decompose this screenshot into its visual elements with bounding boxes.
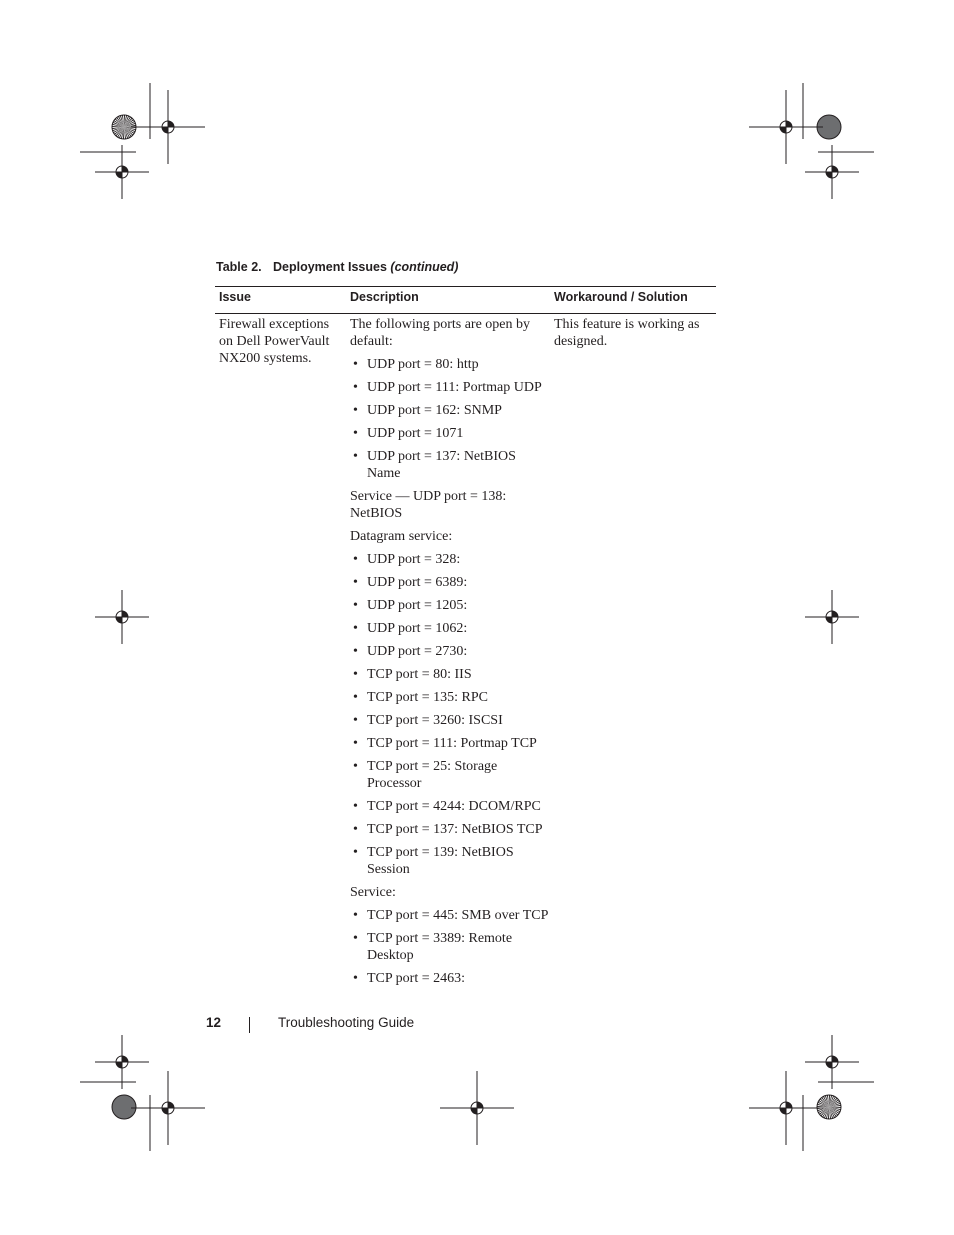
page-number: 12 [206,1015,222,1030]
bullet-icon: • [353,713,358,728]
port-list-item [350,356,550,373]
port-list-item [350,425,550,442]
port-list-item [350,735,550,752]
footer-separator [249,1017,250,1033]
bullet-icon: • [353,667,358,682]
bullet-icon: • [353,426,358,441]
table-number: Table 2. [216,260,262,274]
port-list-item-text: UDP port = 162: SNMP [367,403,502,418]
port-list-item-text: UDP port = 1205: [367,598,468,613]
registration-target-icon [805,145,859,199]
gray-disc-icon [112,1095,136,1119]
table-title: Deployment Issues [273,260,387,274]
registration-target-icon [749,90,823,164]
port-list-item-text: TCP port = 3260: ISCSI [367,713,503,728]
table-continued-label: (continued) [390,260,459,274]
port-list-item-text: TCP port = 4244: DCOM/RPC [367,799,541,814]
table-header-row [215,287,716,313]
deployment-issues-table [215,286,716,994]
workaround-cell: This feature is working as designed. [554,317,700,349]
port-list-item [350,620,550,637]
port-list-item-text: UDP port = 1071 [367,426,464,441]
bullet-icon: • [353,759,358,774]
port-list-item-text: TCP port = 139: NetBIOS Session [367,845,514,877]
port-list-item-text: TCP port = 135: RPC [367,690,488,705]
bullet-icon: • [353,908,358,923]
bullet-icon: • [353,380,358,395]
bullet-icon: • [353,931,358,946]
header-issue: Issue [219,290,251,304]
port-list-item-text: UDP port = 111: Portmap UDP [367,380,542,395]
bullet-icon: • [353,799,358,814]
port-list-item-text: TCP port = 111: Portmap TCP [367,736,537,751]
port-list-item-text: UDP port = 2730: [367,644,468,659]
bullet-icon: • [353,449,358,464]
port-list-item [350,821,550,838]
bullet-icon: • [353,971,358,986]
table-row [215,314,716,994]
bullet-icon: • [353,403,358,418]
port-list-item-text: UDP port = 80: http [367,357,479,372]
bullet-icon: • [353,552,358,567]
bullet-icon: • [353,736,358,751]
registration-target-icon [440,1071,514,1145]
port-list-item [350,844,550,878]
port-list-item-text: UDP port = 137: NetBIOS Name [367,449,516,481]
table-caption [216,260,458,274]
bullet-icon: • [353,575,358,590]
registration-target-icon [131,1071,205,1145]
port-list-item [350,402,550,419]
registration-target-icon [749,1071,823,1145]
registration-target-icon [805,1035,859,1089]
port-list-item-text: UDP port = 6389: [367,575,468,590]
port-list-item [350,597,550,614]
port-list-item-text: TCP port = 80: IIS [367,667,472,682]
port-list-item-text: TCP port = 2463: [367,971,465,986]
port-list-item-text: TCP port = 445: SMB over TCP [367,908,549,923]
registration-target-icon [95,590,149,644]
port-list-item [350,448,550,482]
issue-cell: Firewall exceptions on Dell PowerVault NX200 systems. [219,317,330,366]
port-list-item-text: UDP port = 328: [367,552,461,567]
header-workaround: Workaround / Solution [554,290,688,304]
starburst-icon [817,1095,841,1119]
port-list-item [350,643,550,660]
bullet-icon: • [353,621,358,636]
bullet-icon: • [353,598,358,613]
port-list-item [350,758,550,792]
registration-target-icon [805,590,859,644]
description-cell [350,316,550,993]
port-list-item-text: TCP port = 3389: Remote Desktop [367,931,513,963]
port-list-item [350,798,550,815]
registration-target-icon [95,145,149,199]
port-list-item [350,551,550,568]
registration-target-icon [95,1035,149,1089]
bullet-icon: • [353,845,358,860]
port-list-item-text: TCP port = 25: Storage Processor [367,759,498,791]
bullet-icon: • [353,822,358,837]
description-paragraph: Service — UDP port = 138: NetBIOS [350,489,507,521]
port-list-item [350,970,550,987]
port-list-item [350,907,550,924]
description-paragraph: Service: [350,885,396,900]
bullet-icon: • [353,690,358,705]
bullet-icon: • [353,644,358,659]
port-list-item [350,689,550,706]
description-paragraph: The following ports are open by default: [350,317,531,349]
header-description: Description [350,290,419,304]
description-paragraph: Datagram service: [350,529,453,544]
port-list-item [350,574,550,591]
registration-target-icon [131,90,205,164]
bullet-icon: • [353,357,358,372]
guide-title: Troubleshooting Guide [278,1015,415,1030]
port-list-item [350,379,550,396]
port-list-item [350,666,550,683]
port-list-item-text: UDP port = 1062: [367,621,468,636]
port-list-item [350,930,550,964]
port-list-item [350,712,550,729]
port-list-item-text: TCP port = 137: NetBIOS TCP [367,822,543,837]
